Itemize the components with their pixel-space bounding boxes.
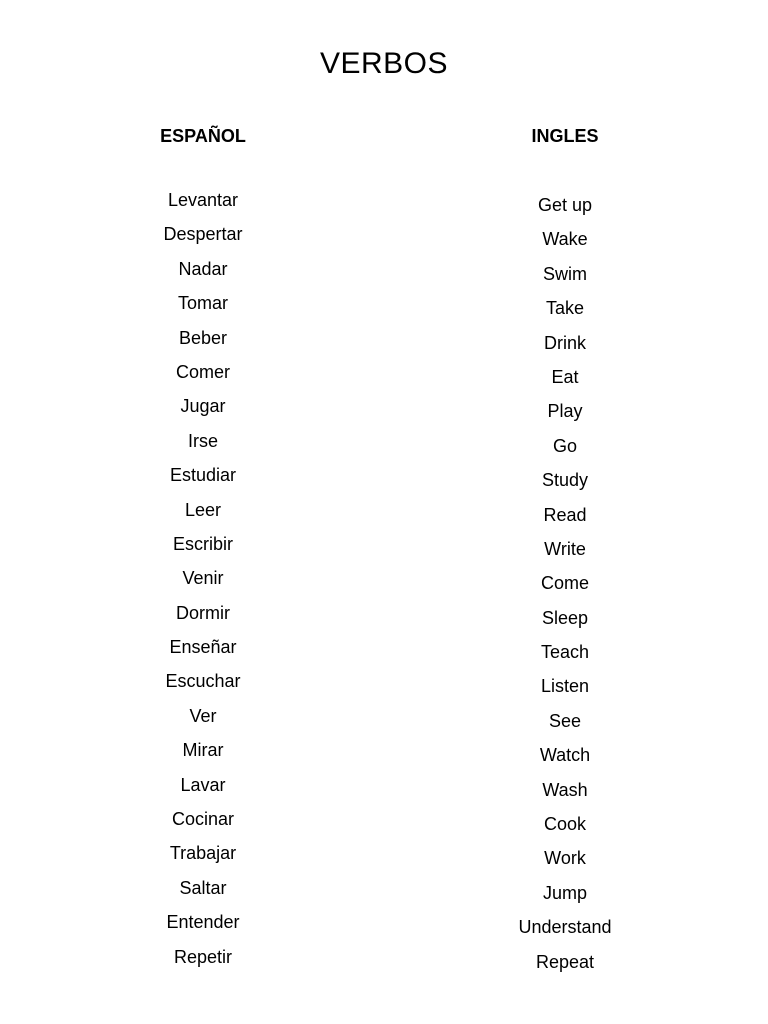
english-verb: Drink: [543, 332, 586, 353]
english-verb: Study: [541, 470, 589, 491]
page-title: VERBOS: [319, 47, 449, 80]
english-verb: Swim: [543, 263, 587, 284]
spanish-verb: Beber: [178, 327, 228, 348]
spanish-verb: Escribir: [172, 533, 233, 554]
english-verb: See: [548, 710, 582, 731]
english-verb: Sleep: [541, 607, 589, 628]
english-verb: Go: [552, 435, 577, 456]
english-verb: Teach: [540, 642, 590, 663]
english-column-header: INGLES: [531, 126, 599, 146]
english-verb: Repeat: [535, 951, 595, 972]
english-verb: Work: [544, 848, 586, 869]
spanish-verb: Repetir: [173, 946, 233, 967]
english-verb: Watch: [539, 745, 591, 766]
spanish-verb: Escuchar: [165, 671, 241, 692]
spanish-verb: Despertar: [163, 224, 243, 245]
spanish-verb: Nadar: [178, 258, 228, 279]
english-verb: Get up: [537, 195, 593, 215]
spanish-verb: Levantar: [167, 190, 239, 210]
spanish-verb: Leer: [184, 499, 222, 520]
spanish-verb: Ver: [189, 705, 217, 726]
english-verb: Play: [547, 401, 583, 422]
spanish-verb: Dormir: [176, 602, 230, 623]
english-verb: Listen: [540, 676, 590, 697]
spanish-column-header: ESPAÑOL: [160, 126, 246, 146]
spanish-verb: Enseñar: [169, 637, 237, 658]
spanish-verb: Tomar: [177, 293, 228, 314]
spanish-verb: Venir: [182, 568, 224, 589]
spanish-verb: Comer: [175, 361, 230, 382]
spanish-verb: Mirar: [182, 740, 224, 761]
spanish-verb: Trabajar: [169, 843, 237, 864]
english-verb: Wake: [542, 229, 588, 250]
english-verb: Take: [545, 298, 585, 319]
spanish-verb-list: [103, 189, 303, 980]
english-verb: Jump: [542, 882, 587, 903]
spanish-verb: Cocinar: [171, 809, 235, 830]
english-verb: Wash: [542, 779, 588, 800]
english-verb: Understand: [518, 917, 612, 938]
english-verb-list: [465, 194, 665, 985]
spanish-verb: Lavar: [180, 774, 226, 795]
english-verb: Write: [544, 538, 586, 559]
english-verb: Read: [543, 504, 587, 525]
english-verb: Eat: [551, 366, 579, 387]
spanish-verb: Saltar: [179, 877, 227, 898]
spanish-verb: Irse: [187, 430, 218, 451]
spanish-verb: Entender: [166, 912, 240, 933]
english-verb: Cook: [543, 814, 587, 835]
english-verb: Come: [540, 573, 589, 594]
spanish-verb: Jugar: [180, 396, 226, 417]
spanish-verb: Estudiar: [169, 465, 237, 486]
